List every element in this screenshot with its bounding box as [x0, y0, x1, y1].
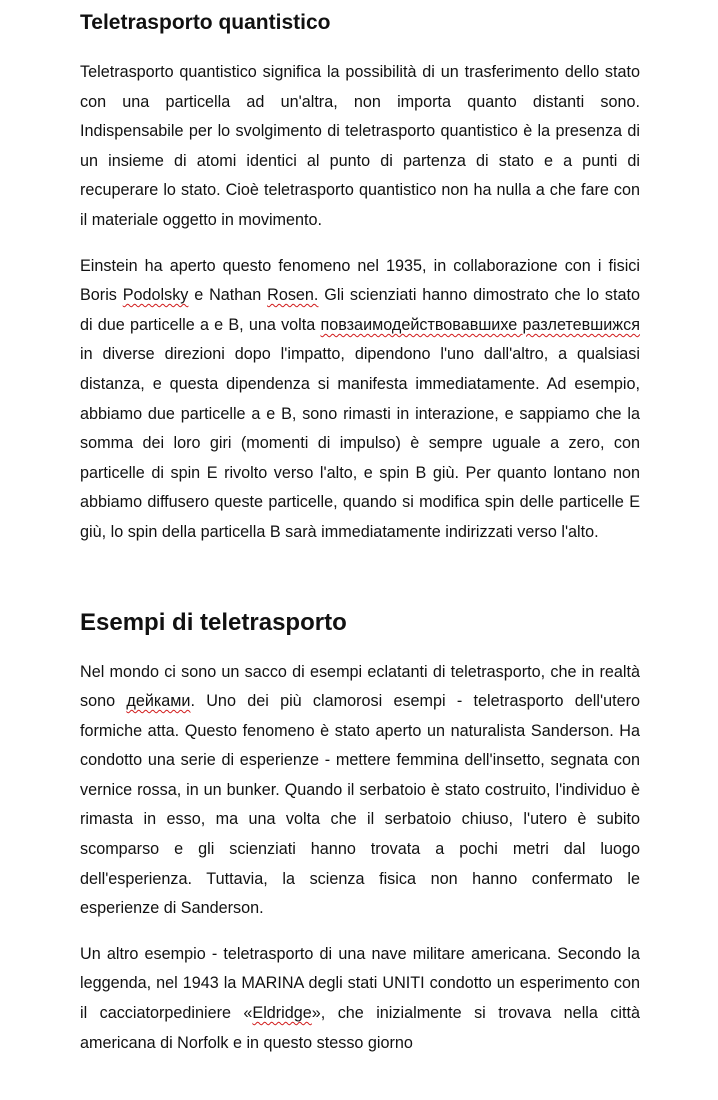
text-run: . Uno dei più clamorosi esempi - teletrasporto dell'utero formiche atta. Questo fenomeno è stato aperto un naturalista Sanderson. Ha condotto una serie di esperienze - mettere femmina dell'insetto, segnata con vernice rossa, in un bunker. Quando il serbatoio è stato costruito, l'individuo è rimasta in esso, ma una volta che il serbatoio chiuso, l'utero è subito scomparso e gli scienziati hanno trovata a pochi metri dal luogo dell'esperienza. Tuttavia, la scienza fisica non hanno confermato le esperienze di Sanderson.	[80, 692, 640, 918]
document-page	[80, 0, 640, 1074]
paragraph-ship-example	[80, 940, 640, 1058]
text-run: Gli scienziati hanno dimostrato che lo stato di due particelle a e B, una volta	[80, 286, 640, 334]
paragraph-ant-example	[80, 658, 640, 924]
misspelled-word: Rosen.	[267, 286, 319, 305]
text-run: in diverse direzioni dopo l'impatto, dipendono l'uno dall'altro, a qualsiasi distanza, e questa dipendenza si manifesta immediatamente. Ad esempio, abbiamo due particelle a e B, sono rimasti in interazione, e sappiamo che la somma dei loro giri (momenti di impulso) è sempre uguale a zero, con particelle di spin E rivolto verso l'alto, e spin B giù. Per quanto lontano non abbiamo diffusero queste particelle, quando si modifica spin delle particelle E giù, lo spin della particella B sarà immediatamente indirizzati verso l'alto.	[80, 345, 640, 541]
misspelled-word: Eldridge	[252, 1004, 312, 1023]
section-title-teleport-examples: Esempi di teletrasporto	[80, 608, 347, 636]
text-run: e Nathan	[188, 286, 268, 305]
misspelled-word: повзаимодействовавшихе разлетевшижся	[320, 315, 640, 334]
text-run: Einstein ha aperto questo fenomeno nel 1935, in collaborazione con i fisici Boris	[80, 256, 640, 305]
text-run: Nel mondo ci sono un sacco di esempi eclatanti di teletrasporto, che in realtà sono	[80, 662, 640, 711]
text-run: », che inizialmente si trovava nella città americana di Norfolk e in questo stesso giorno	[80, 1004, 640, 1052]
section-title-quantum-teleportation: Teletrasporto quantistico	[80, 11, 331, 34]
misspelled-word: дейками	[126, 692, 191, 711]
paragraph-einstein	[80, 252, 640, 548]
text-run: Un altro esempio - teletrasporto di una nave militare americana. Secondo la leggenda, nel 1943 la MARINA degli stati UNITI condotto un esperimento con il cacciatorpediniere «	[80, 944, 640, 1023]
paragraph-quantum-definition: Teletrasporto quantistico significa la possibilità di un trasferimento dello stato con una particella ad un'altra, non importa quanto distanti sono. Indispensabile per lo svolgimento di teletrasporto quantistico è la presenza di un insieme di atomi identici al punto di partenza di stato e a punti di recuperare lo stato. Cioè teletrasporto quantistico non ha nulla a che fare con il materiale oggetto in movimento.	[80, 63, 640, 229]
misspelled-word: Podolsky	[122, 286, 189, 305]
